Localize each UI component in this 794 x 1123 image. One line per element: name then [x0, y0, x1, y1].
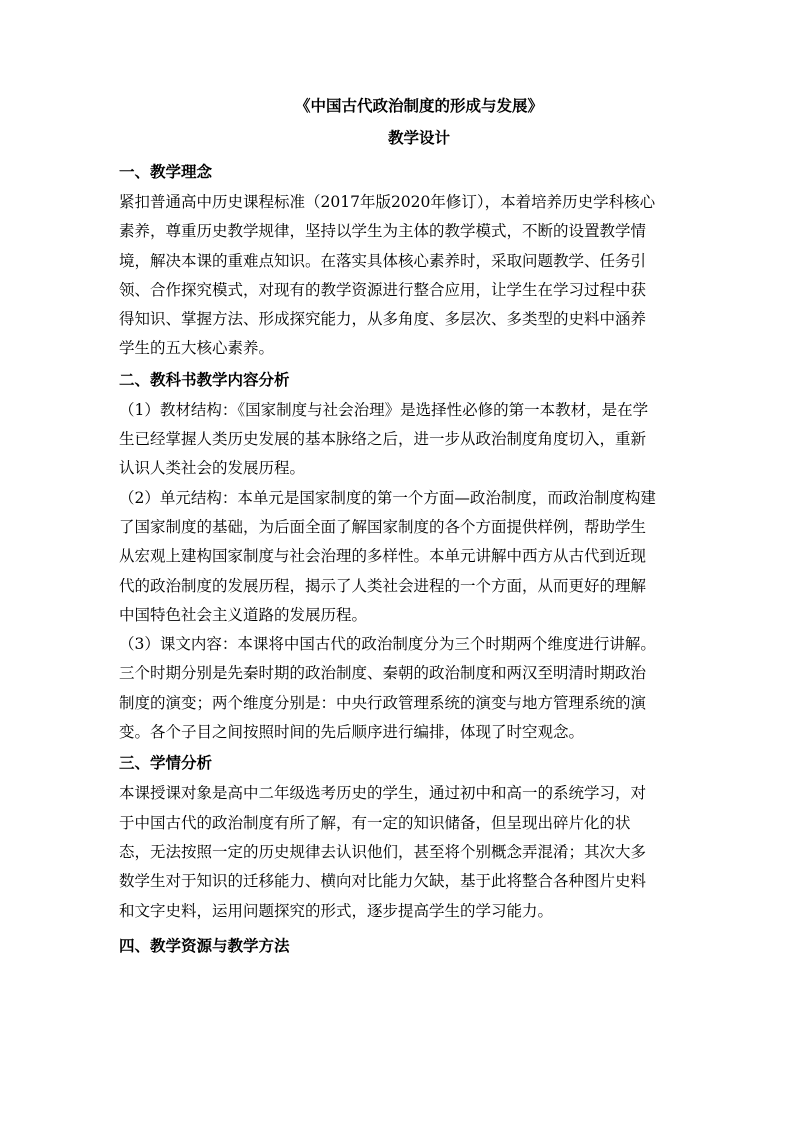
section-student-analysis — [119, 749, 679, 925]
paragraph-line: 紧扣普通高中历史课程标准（2017年版2020年修订），本着培养历史学科核心 — [119, 193, 656, 211]
paragraph-line: 得知识、掌握方法、形成探究能力，从多角度、多层次、多类型的史料中涵养 — [119, 310, 647, 329]
paragraph-line: 本课授课对象是高中二年级选考历史的学生，通过初中和高一的系统学习，对 — [119, 784, 647, 803]
paragraph-line: 于中国古代的政治制度有所了解，有一定的知识储备，但呈现出碎片化的状 — [119, 813, 631, 832]
paragraph-line: 数学生对于知识的迁移能力、横向对比能力欠缺，基于此将整合各种图片史料 — [119, 872, 647, 891]
paragraph — [119, 779, 679, 925]
paragraph-line: 学生的五大核心素养。 — [119, 339, 275, 358]
paragraph-line: （2）单元结构：本单元是国家制度的第一个方面—政治制度，而政治制度构建 — [119, 488, 656, 507]
section-resources-methods — [119, 932, 679, 960]
document-subtitle: 教学设计 — [387, 128, 450, 147]
paragraph-line: 素养，尊重历史教学规律，坚持以学生为主体的教学模式，不断的设置教学情 — [119, 222, 647, 241]
paragraph-line: 了国家制度的基础，为后面全面了解国家制度的各个方面提供样例，帮助学生 — [119, 517, 647, 536]
section-heading: 二、教科书教学内容分析 — [119, 369, 290, 389]
paragraph-line: 三个时期分别是先秦时期的政治制度、秦朝的政治制度和两汉至明清时期政治 — [119, 664, 647, 683]
paragraph — [119, 484, 679, 630]
paragraph — [119, 188, 679, 364]
paragraph-line: 生已经掌握人类历史发展的基本脉络之后，进一步从政治制度角度切入，重新 — [119, 430, 647, 449]
paragraph-line: 中国特色社会主义道路的发展历程。 — [119, 605, 368, 624]
paragraph — [119, 630, 679, 747]
section-heading: 三、学情分析 — [119, 753, 213, 773]
paragraph — [119, 396, 679, 484]
paragraph-line: （3）课文内容：本课将中国古代的政治制度分为三个时期两个维度进行讲解。 — [119, 635, 656, 654]
paragraph-line: 态，无法按照一定的历史规律去认识他们，甚至将个别概念弄混淆；其次大多 — [119, 842, 647, 861]
section-textbook-analysis — [119, 366, 679, 748]
document-page — [119, 92, 679, 962]
document-title: 《中国古代政治制度的形成与发展》 — [294, 96, 543, 115]
paragraph-line: 和文字史料，运用问题探究的形式，逐步提高学生的学习能力。 — [119, 901, 554, 920]
paragraph-line: 制度的演变；两个维度分别是：中央行政管理系统的演变与地方管理系统的演 — [119, 693, 647, 712]
paragraph-line: 代的政治制度的发展历程，揭示了人类社会进程的一个方面，从而更好的理解 — [119, 576, 647, 595]
section-heading: 一、教学理念 — [119, 162, 213, 181]
paragraph-line: （1）教材结构：《国家制度与社会治理》是选择性必修的第一本教材，是在学 — [119, 400, 649, 419]
paragraph-line: 认识人类社会的发展历程。 — [119, 459, 306, 478]
paragraph-line: 境，解决本课的重难点知识。在落实具体核心素养时，采取问题教学、任务引 — [119, 251, 647, 270]
paragraph-line: 变。各个子目之间按照时间的先后顺序进行编排，体现了时空观念。 — [119, 723, 585, 742]
section-heading: 四、教学资源与教学方法 — [119, 935, 290, 955]
paragraph-line: 从宏观上建构国家制度与社会治理的多样性。本单元讲解中西方从古代到近现 — [119, 547, 647, 566]
paragraph-line: 领、合作探究模式，对现有的教学资源进行整合应用，让学生在学习过程中获 — [119, 280, 647, 299]
section-teaching-philosophy — [119, 158, 679, 364]
